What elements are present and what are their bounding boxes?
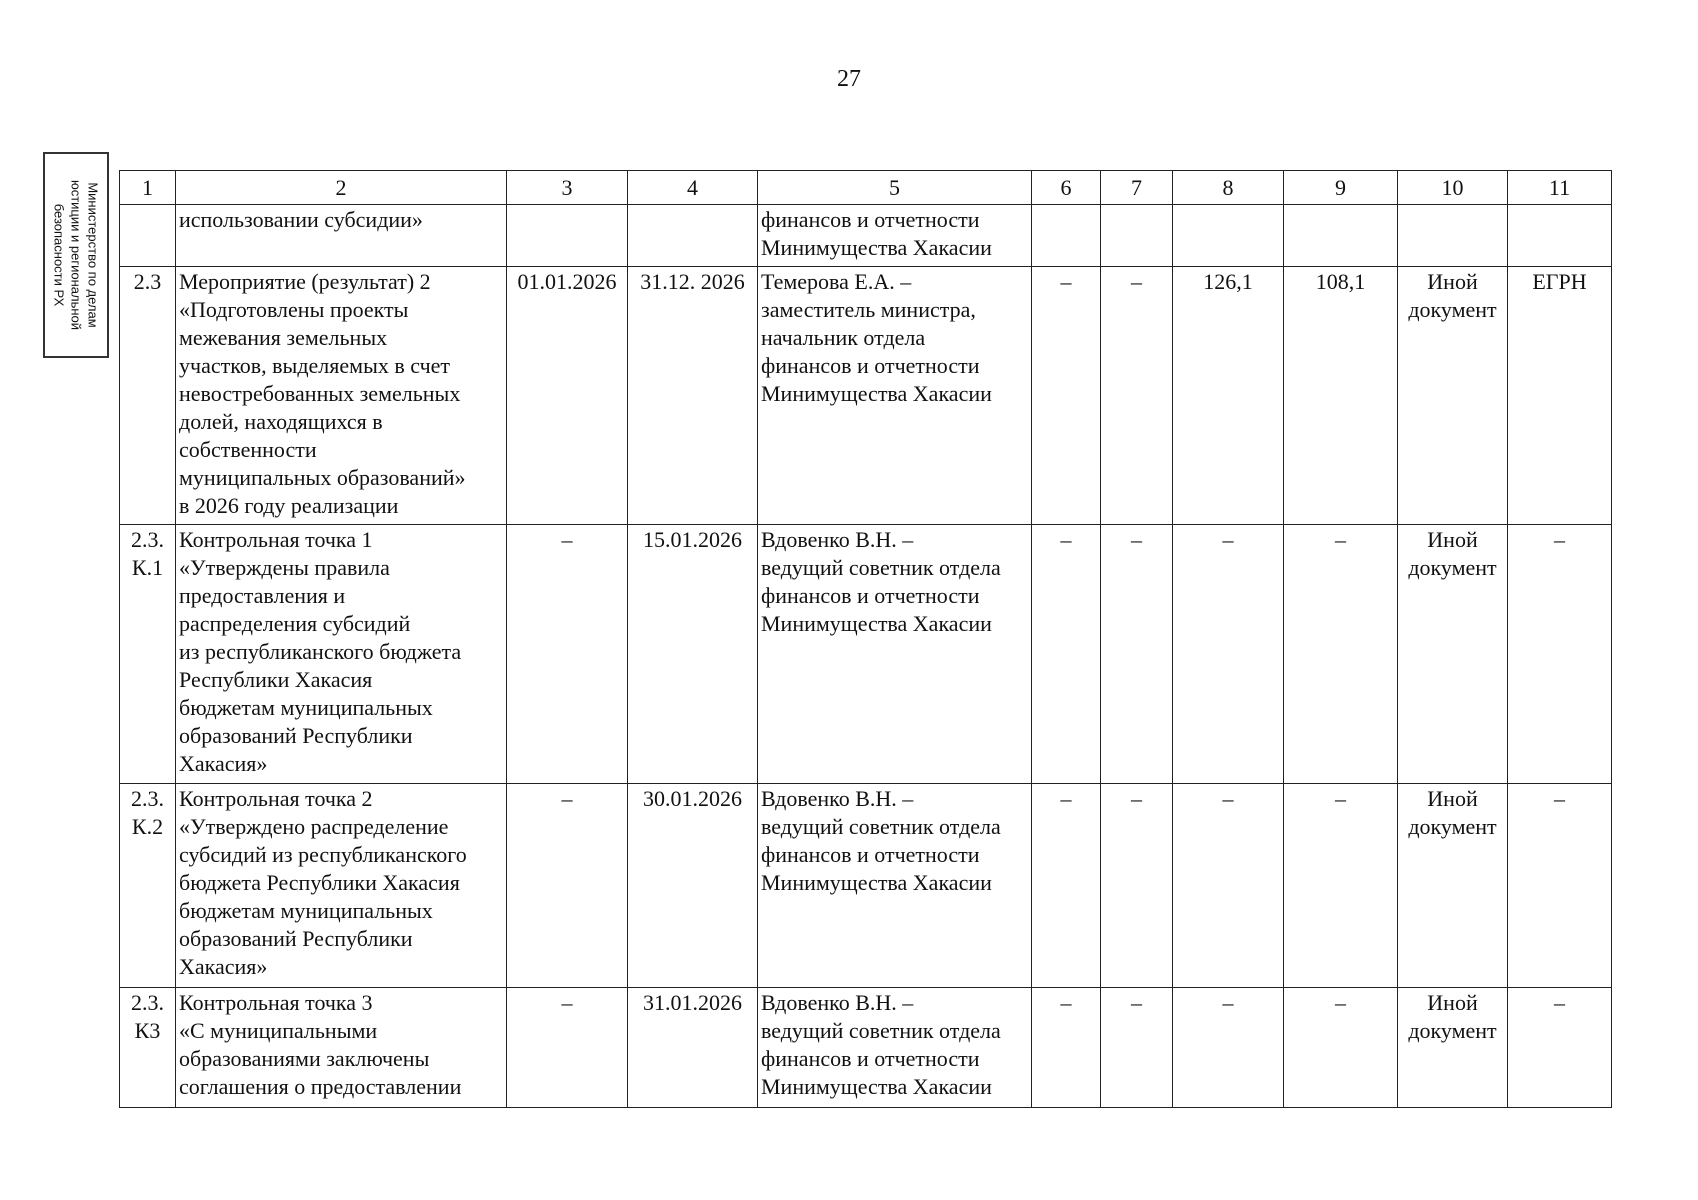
table-row <box>120 988 1612 1108</box>
cell-col9: – <box>1284 988 1398 1108</box>
cell-name: Контрольная точка 1 «Утверждены правила предоставления и распределения субсидий из республиканского бюджета Республики Хакасия бюджетам муниципальных образований Республики Хакасия» <box>176 525 507 784</box>
table-row <box>120 784 1612 988</box>
col-header: 11 <box>1508 171 1612 205</box>
cell-number: 2.3. К.2 <box>120 784 176 988</box>
cell-col6 <box>1032 205 1101 267</box>
col-header: 1 <box>120 171 176 205</box>
page-number: 27 <box>837 66 861 92</box>
cell-col8 <box>1173 205 1284 267</box>
cell-responsible: Вдовенко В.Н. – ведущий советник отдела финансов и отчетности Минимущества Хакасии <box>758 784 1032 988</box>
cell-col9: – <box>1284 525 1398 784</box>
cell-responsible: Вдовенко В.Н. – ведущий советник отдела финансов и отчетности Минимущества Хакасии <box>758 988 1032 1108</box>
col-header: 6 <box>1032 171 1101 205</box>
col-header: 8 <box>1173 171 1284 205</box>
cell-col7: – <box>1101 267 1173 525</box>
col-header: 4 <box>628 171 758 205</box>
table-row <box>120 267 1612 525</box>
cell-col9 <box>1284 205 1398 267</box>
cell-number <box>120 205 176 267</box>
cell-end-date: 30.01.2026 <box>628 784 758 988</box>
cell-info-system: – <box>1508 988 1612 1108</box>
col-header: 5 <box>758 171 1032 205</box>
registration-stamp <box>43 152 109 358</box>
cell-document-type: Иной документ <box>1398 525 1508 784</box>
col-header: 10 <box>1398 171 1508 205</box>
cell-info-system: – <box>1508 784 1612 988</box>
cell-start-date: 01.01.2026 <box>507 267 628 525</box>
cell-col8: – <box>1173 988 1284 1108</box>
cell-start-date: – <box>507 525 628 784</box>
stamp-text: Министерство по делам юстиции и региональной безопасности РХ <box>51 179 101 331</box>
cell-info-system <box>1508 205 1612 267</box>
measures-table <box>119 170 1612 1108</box>
cell-start-date: – <box>507 784 628 988</box>
cell-col8: – <box>1173 525 1284 784</box>
cell-responsible: Вдовенко В.Н. – ведущий советник отдела финансов и отчетности Минимущества Хакасии <box>758 525 1032 784</box>
cell-number: 2.3. К.1 <box>120 525 176 784</box>
cell-responsible: Темерова Е.А. – заместитель министра, начальник отдела финансов и отчетности Минимущества Хакасии <box>758 267 1032 525</box>
cell-start-date: – <box>507 988 628 1108</box>
cell-col9: – <box>1284 784 1398 988</box>
table-row <box>120 525 1612 784</box>
cell-name: Контрольная точка 3 «С муниципальными образованиями заключены соглашения о предоставлении <box>176 988 507 1108</box>
cell-col7: – <box>1101 988 1173 1108</box>
cell-col6: – <box>1032 525 1101 784</box>
cell-document-type: Иной документ <box>1398 267 1508 525</box>
cell-info-system: – <box>1508 525 1612 784</box>
cell-col8: 126,1 <box>1173 267 1284 525</box>
cell-col6: – <box>1032 988 1101 1108</box>
cell-end-date: 31.12. 2026 <box>628 267 758 525</box>
cell-number: 2.3 <box>120 267 176 525</box>
cell-document-type <box>1398 205 1508 267</box>
cell-name: Контрольная точка 2 «Утверждено распределение субсидий из республиканского бюджета Республики Хакасия бюджетам муниципальных образований Республики Хакасия» <box>176 784 507 988</box>
cell-col7: – <box>1101 784 1173 988</box>
cell-document-type: Иной документ <box>1398 784 1508 988</box>
col-header: 7 <box>1101 171 1173 205</box>
table-row <box>120 205 1612 267</box>
cell-col7 <box>1101 205 1173 267</box>
cell-responsible: финансов и отчетности Минимущества Хакасии <box>758 205 1032 267</box>
col-header: 3 <box>507 171 628 205</box>
cell-name: Мероприятие (результат) 2 «Подготовлены проекты межевания земельных участков, выделяемых в счет невостребованных земельных долей, находящихся в собственности муниципальных образований» в 2026 году реализации <box>176 267 507 525</box>
cell-col8: – <box>1173 784 1284 988</box>
cell-col7: – <box>1101 525 1173 784</box>
cell-end-date: 15.01.2026 <box>628 525 758 784</box>
cell-number: 2.3. К3 <box>120 988 176 1108</box>
cell-end-date <box>628 205 758 267</box>
cell-col6: – <box>1032 784 1101 988</box>
header-row <box>120 171 1612 205</box>
cell-end-date: 31.01.2026 <box>628 988 758 1108</box>
cell-start-date <box>507 205 628 267</box>
cell-name: использовании субсидии» <box>176 205 507 267</box>
cell-info-system: ЕГРН <box>1508 267 1612 525</box>
col-header: 9 <box>1284 171 1398 205</box>
cell-col6: – <box>1032 267 1101 525</box>
col-header: 2 <box>176 171 507 205</box>
cell-document-type: Иной документ <box>1398 988 1508 1108</box>
cell-col9: 108,1 <box>1284 267 1398 525</box>
